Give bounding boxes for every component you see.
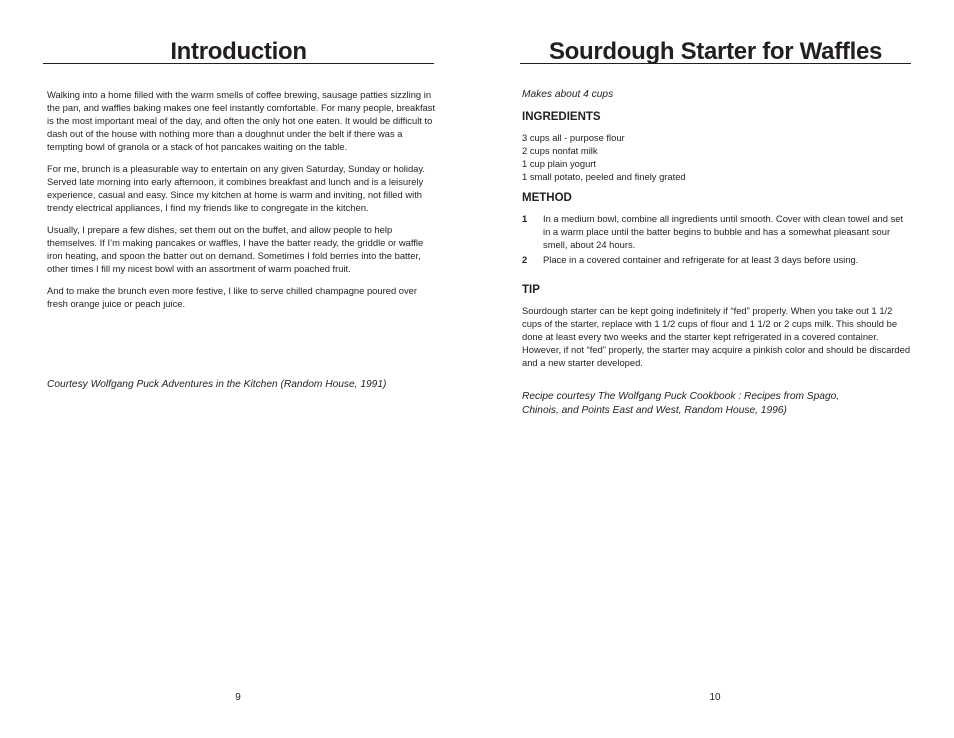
right-page [477, 0, 954, 738]
recipe-credit-line: Recipe courtesy The Wolfgang Puck Cookbook : Recipes from Spago, [522, 391, 840, 402]
step-text: In a medium bowl, combine all ingredients until smooth. Cover with clean towel and set in a warm place until the batter begins to bubble and has a somewhat pleasant sour smell, about 24 hours. [543, 213, 904, 250]
ingredient-item: 1 small potato, peeled and finely grated [522, 171, 686, 182]
intro-paragraph-4: And to make the brunch even more festive, I like to serve chilled champagne poured over fresh orange juice or peach juice. [47, 285, 417, 309]
step-text: Place in a covered container and refrigerate for at least 3 days before using. [543, 254, 859, 265]
page-number: 9 [235, 692, 241, 703]
ingredient-item: 3 cups all - purpose flour [522, 132, 625, 143]
ingredients-heading: INGREDIENTS [522, 111, 601, 123]
title-rule [43, 63, 434, 64]
source-credit: Courtesy Wolfgang Puck Adventures in the Kitchen (Random House, 1991) [47, 379, 387, 390]
ingredients-list [522, 131, 902, 183]
title-rule [520, 63, 911, 64]
recipe-credit-line: Chinois, and Points East and West, Random House, 1996) [522, 405, 787, 416]
page-title: Introduction [170, 38, 307, 65]
intro-paragraph-3: Usually, I prepare a few dishes, set them out on the buffet, and allow people to help themselves. If I’m making pancakes or waffles, I have the batter ready, the griddle or waffle iron heating, and spoon the batter out on demand. Sometimes I fold berries into the batter, other times I fill my nicest bowl with an assortment of warm poached fruit. [47, 224, 424, 274]
recipe-yield: Makes about 4 cups [522, 89, 614, 100]
introduction-body [47, 88, 437, 319]
ingredient-item: 2 cups nonfat milk [522, 145, 598, 156]
page-number: 10 [709, 692, 721, 703]
intro-paragraph-1: Walking into a home filled with the warm smells of coffee brewing, sausage patties sizzling in the pan, and waffles baking makes one feel instantly comfortable. For many people, breakfast is the most important meal of the day, and often the only hot one eaten. It would be difficult to dash out of the house with nothing more than a doughnut under the belt if there was a tempting bowl of granola or a stack of hot pancakes waiting on the table. [47, 89, 436, 152]
intro-paragraph-2: For me, brunch is a pleasurable way to entertain on any given Saturday, Sunday or holiday. Served late morning into early afternoon, it combines breakfast and lunch and is a leisurely experience, casual and easy. Since my kitchen at home is warm and inviting, not filled with trendy electrical appliances, I find my friends like to congregate in the kitchen. [47, 163, 425, 213]
ingredient-item: 1 cup plain yogurt [522, 158, 597, 169]
recipe-title: Sourdough Starter for Waffles [548, 38, 883, 65]
method-step-2 [522, 253, 912, 267]
step-number: 1 [522, 213, 528, 224]
method-step-1 [522, 212, 912, 252]
step-number: 2 [522, 254, 528, 265]
tip-heading: TIP [522, 284, 540, 296]
tip-text: Sourdough starter can be kept going indefinitely if “fed” properly. When you take out 1 1/2 cups of the starter, replace with 1 1/2 cups of flour and 1 1/2 or 2 cups milk. This should be done at least every two weeks and the starter kept refrigerated in a covered container. However, if not “fed” properly, the starter may acquire a pinkish color and should be discarded and a new starter developed. [522, 305, 911, 368]
method-heading: METHOD [522, 192, 572, 204]
recipe-credit [522, 390, 922, 418]
